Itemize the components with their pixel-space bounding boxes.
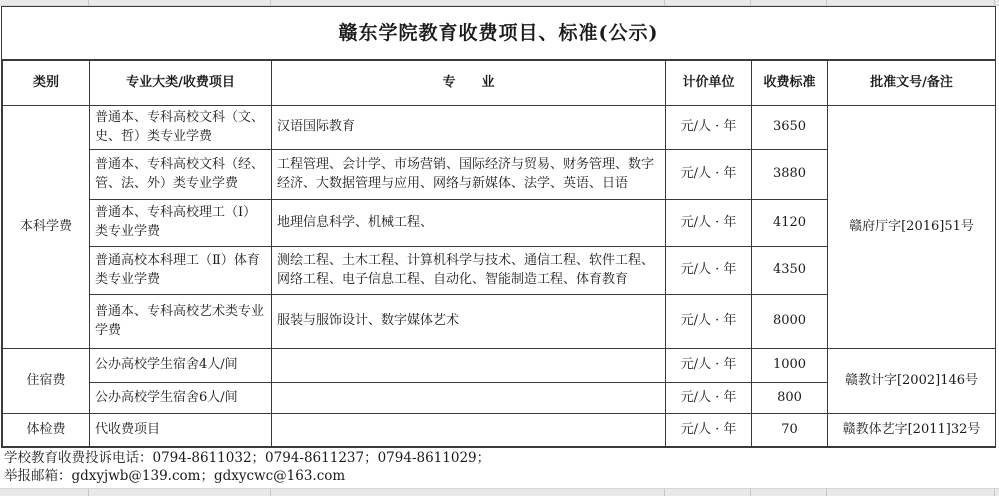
majors-cell	[272, 349, 666, 383]
unit-cell: 元/人 · 年	[666, 150, 752, 200]
grid-line	[664, 0, 665, 5]
table-row	[3, 349, 996, 383]
item-cell: 普通本、专科高校艺术类专业学费	[90, 295, 272, 349]
majors-cell: 测绘工程、土木工程、计算机科学与技术、通信工程、软件工程、网络工程、电子信息工程、自动化、智能制造工程、体育教育	[272, 247, 666, 295]
fee-cell: 8000	[752, 295, 828, 349]
page-title: 赣东学院教育收费项目、标准(公示)	[2, 7, 995, 60]
approval-cell: 赣府厅字[2016]51号	[828, 106, 996, 349]
grid-line	[826, 0, 827, 5]
fee-cell: 3880	[752, 150, 828, 200]
fee-notice-sheet	[1, 6, 996, 448]
unit-cell: 元/人 · 年	[666, 383, 752, 414]
col-header-category: 类别	[3, 61, 90, 106]
header-row	[3, 61, 996, 106]
fee-cell: 3650	[752, 106, 828, 150]
item-cell: 普通高校本科理工（Ⅱ）体育类专业学费	[90, 247, 272, 295]
unit-cell: 元/人 · 年	[666, 106, 752, 150]
footer-contact	[4, 449, 992, 485]
approval-cell: 赣教计字[2002]146号	[828, 349, 996, 414]
grid-line	[750, 0, 751, 5]
category-cell: 本科学费	[3, 106, 90, 349]
grid-line	[88, 0, 89, 5]
majors-cell	[272, 383, 666, 414]
grid-line	[994, 0, 995, 5]
col-header-fee: 收费标准	[752, 61, 828, 106]
majors-cell: 服装与服饰设计、数字媒体艺术	[272, 295, 666, 349]
unit-cell: 元/人 · 年	[666, 295, 752, 349]
col-header-major: 专 业	[272, 61, 666, 106]
report-email-line: 举报邮箱：gdxyjwb@139.com；gdxycwc@163.com	[4, 468, 346, 485]
unit-cell: 元/人 · 年	[666, 200, 752, 247]
fee-table	[2, 60, 996, 447]
category-cell: 住宿费	[3, 349, 90, 414]
majors-cell	[272, 414, 666, 447]
majors-cell: 工程管理、会计学、市场营销、国际经济与贸易、财务管理、数字经济、大数据管理与应用、网络与新媒体、法学、英语、日语	[272, 150, 666, 200]
complaint-phone-line: 学校教育收费投诉电话：0794-8611032；0794-8611237；0794-8611029；	[4, 450, 491, 466]
majors-cell: 地理信息科学、机械工程、	[272, 200, 666, 247]
table-row	[3, 106, 996, 150]
fee-cell: 800	[752, 383, 828, 414]
item-cell: 普通本、专科高校文科（经、管、法、外）类专业学费	[90, 150, 272, 200]
fee-cell: 4350	[752, 247, 828, 295]
unit-cell: 元/人 · 年	[666, 247, 752, 295]
unit-cell: 元/人 · 年	[666, 349, 752, 383]
item-cell: 公办高校学生宿舍4人/间	[90, 349, 272, 383]
col-header-item: 专业大类/收费项目	[90, 61, 272, 106]
category-cell: 体检费	[3, 414, 90, 447]
item-cell: 公办高校学生宿舍6人/间	[90, 383, 272, 414]
table-row	[3, 414, 996, 447]
approval-cell: 赣教体艺字[2011]32号	[828, 414, 996, 447]
item-cell: 普通本、专科高校文科（文、史、哲）类专业学费	[90, 106, 272, 150]
item-cell: 代收费项目	[90, 414, 272, 447]
item-cell: 普通本、专科高校理工（Ⅰ）类专业学费	[90, 200, 272, 247]
fee-cell: 70	[752, 414, 828, 447]
majors-cell: 汉语国际教育	[272, 106, 666, 150]
col-header-approval: 批准文号/备注	[828, 61, 996, 106]
fee-cell: 4120	[752, 200, 828, 247]
col-header-unit: 计价单位	[666, 61, 752, 106]
grid-line	[270, 0, 271, 5]
fee-cell: 1000	[752, 349, 828, 383]
unit-cell: 元/人 · 年	[666, 414, 752, 447]
